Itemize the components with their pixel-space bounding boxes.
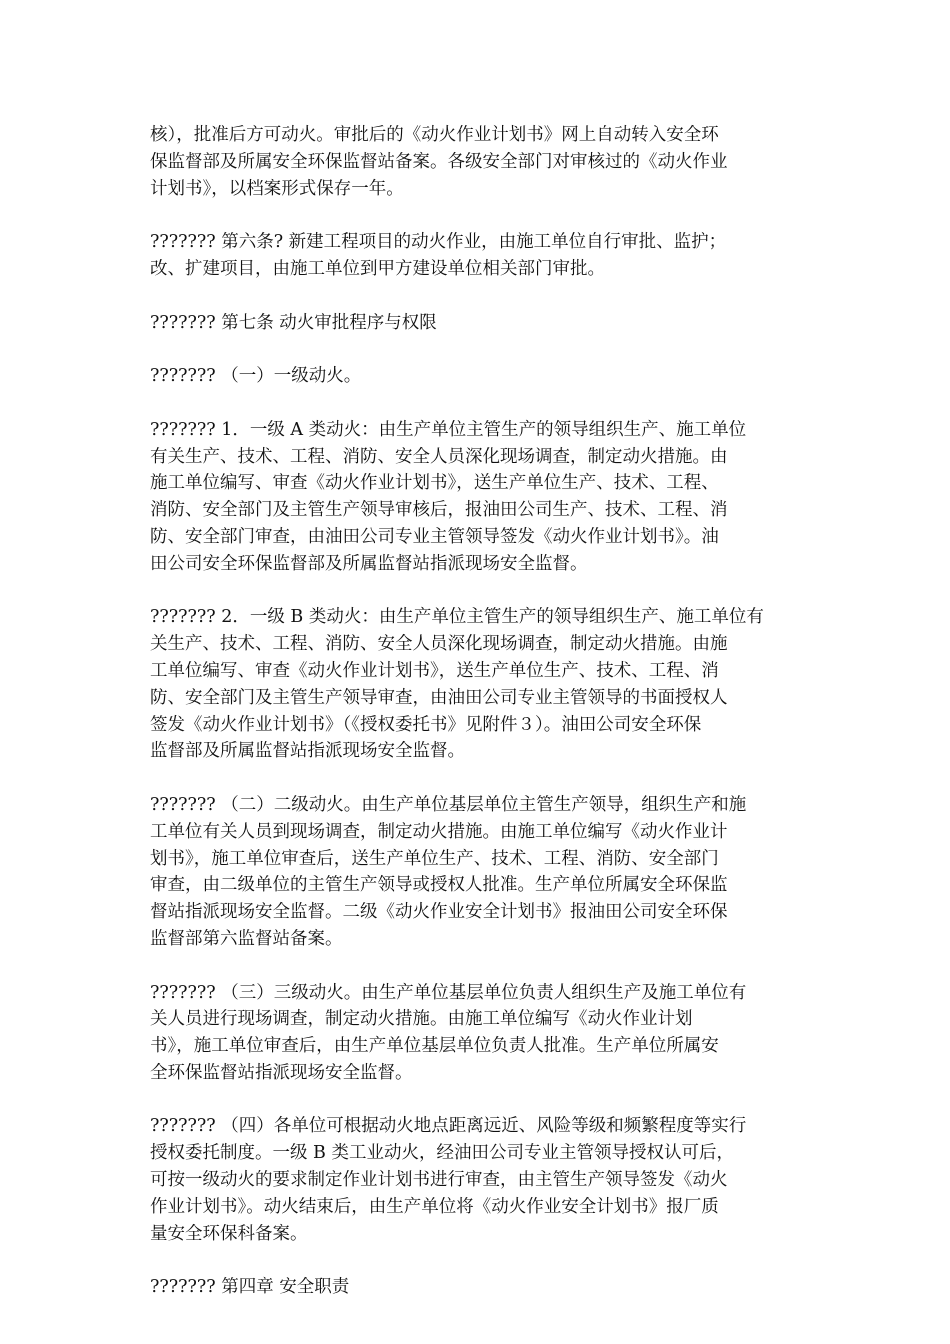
text-line: ??????? （二）二级动火。由生产单位基层单位主管生产领导，组织生产和施 bbox=[150, 794, 747, 815]
text-line: ??????? （三）三级动火。由生产单位基层单位负责人组织生产及施工单位有 bbox=[150, 982, 747, 1003]
text-line: ??????? 2．一级 B 类动火：由生产单位主管生产的领导组织生产、施工单位有 bbox=[150, 607, 764, 628]
text-line: 可按一级动火的要求制定作业计划书进行审查，由主管生产领导签发《动火 bbox=[150, 1170, 728, 1191]
text-line: 消防、安全部门及主管生产领导审核后，报油田公司生产、技术、工程、消 bbox=[150, 500, 728, 521]
text-line: 审查，由二级单位的主管生产领导或授权人批准。生产单位所属安全环保监 bbox=[150, 875, 728, 896]
text-line: 监督部及所属监督站指派现场安全监督。 bbox=[150, 741, 465, 762]
paragraph-level-4-authorization bbox=[150, 1113, 800, 1247]
text-line: 全环保监督站指派现场安全监督。 bbox=[150, 1062, 413, 1083]
text-line: 工单位有关人员到现场调查，制定动火措施。由施工单位编写《动火作业计 bbox=[150, 821, 728, 842]
text-line: 有关生产、技术、工程、消防、安全人员深化现场调查，制定动火措施。由 bbox=[150, 446, 728, 467]
text-line: 作业计划书》。动火结束后，由生产单位将《动火作业安全计划书》报厂质 bbox=[150, 1196, 719, 1217]
paragraph-level-1-heading bbox=[150, 363, 800, 390]
text-line: 计划书》，以档案形式保存一年。 bbox=[150, 178, 404, 199]
text-line: 核），批准后方可动火。审批后的《动火作业计划书》网上自动转入安全环 bbox=[150, 125, 719, 145]
document-page bbox=[150, 122, 800, 1328]
text-line: 划书》，施工单位审查后，送生产单位生产、技术、工程、消防、安全部门 bbox=[150, 848, 719, 869]
text-line: 田公司安全环保监督部及所属监督站指派现场安全监督。 bbox=[150, 553, 588, 574]
text-line: 改、扩建项目，由施工单位到甲方建设单位相关部门审批。 bbox=[150, 258, 605, 279]
text-line: 防、安全部门及主管生产领导审查，由油田公司专业主管领导的书面授权人 bbox=[150, 687, 728, 708]
text-line: 书》，施工单位审查后，由生产单位基层单位负责人批准。生产单位所属安 bbox=[150, 1036, 719, 1057]
section-heading: ??????? 第七条 动火审批程序与权限 bbox=[150, 312, 437, 333]
text-line: 监督部第六监督站备案。 bbox=[150, 928, 343, 949]
paragraph-article-6 bbox=[150, 229, 800, 283]
text-line: ??????? 第六条? 新建工程项目的动火作业，由施工单位自行审批、监护； bbox=[150, 232, 727, 253]
text-line: 防、安全部门审查，由油田公司专业主管领导签发《动火作业计划书》。油 bbox=[150, 526, 719, 547]
paragraph-record-retention bbox=[150, 122, 800, 202]
paragraph-level-2 bbox=[150, 792, 800, 953]
paragraph-level-3 bbox=[150, 980, 800, 1087]
text-line: 工单位编写、审查《动火作业计划书》，送生产单位生产、技术、工程、消 bbox=[150, 660, 719, 681]
paragraph-level-1b bbox=[150, 604, 800, 765]
text-line: ??????? 1．一级 A 类动火：由生产单位主管生产的领导组织生产、施工单位 bbox=[150, 419, 747, 440]
text-line: 授权委托制度。一级 B 类工业动火，经油田公司专业主管领导授权认可后， bbox=[150, 1143, 734, 1164]
text-line: 施工单位编写、审查《动火作业计划书》，送生产单位生产、技术、工程、 bbox=[150, 473, 719, 494]
paragraph-article-7-heading bbox=[150, 310, 800, 337]
text-line: 保监督部及所属安全环保监督站备案。各级安全部门对审核过的《动火作业 bbox=[150, 151, 728, 172]
text-line: 量安全环保科备案。 bbox=[150, 1223, 308, 1244]
chapter-heading: ??????? 第四章 安全职责 bbox=[150, 1277, 350, 1298]
paragraph-chapter-4-heading bbox=[150, 1274, 800, 1301]
text-line: 关生产、技术、工程、消防、安全人员深化现场调查，制定动火措施。由施 bbox=[150, 634, 728, 655]
subsection-heading: ??????? （一）一级动火。 bbox=[150, 366, 362, 387]
text-line: ??????? （四）各单位可根据动火地点距离远近、风险等级和频繁程度等实行 bbox=[150, 1116, 747, 1137]
text-line: 关人员进行现场调查，制定动火措施。由施工单位编写《动火作业计划 bbox=[150, 1009, 693, 1030]
text-line: 督站指派现场安全监督。二级《动火作业安全计划书》报油田公司安全环保 bbox=[150, 902, 728, 923]
paragraph-level-1a bbox=[150, 417, 800, 578]
text-line: 签发《动火作业计划书》（《授权委托书》见附件３）。油田公司安全环保 bbox=[150, 714, 702, 735]
